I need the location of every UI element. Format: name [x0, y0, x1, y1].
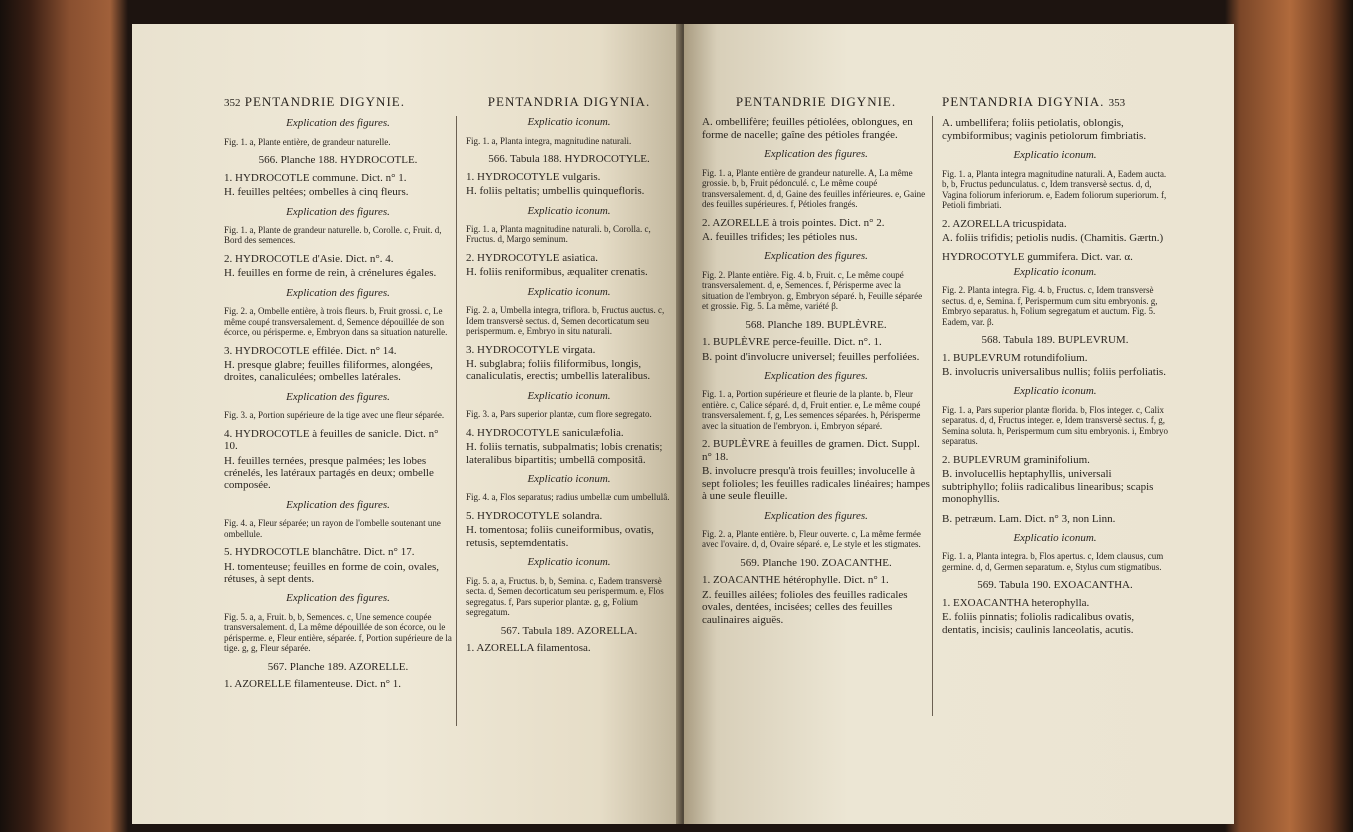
species-entry: 1. AZORELLA filamentosa. — [466, 641, 591, 654]
figure-caption: Fig. 4. a, Flos separatus; radius umbellæ cum umbellulâ. — [466, 492, 670, 503]
species-entry: 1. AZORELLE filamenteuse. Dict. n° 1. — [224, 678, 401, 691]
description-text: A. umbellifera; foliis petiolatis, oblongis, cymbiformibus; vaginis petiolorum fimbriatis. — [942, 117, 1147, 142]
description-text: H. presque glabre; feuilles filiformes, alongées, droites, canaliculées; ombelles latérales. — [224, 359, 433, 384]
description-text: B. petræum. Lam. Dict. n° 3, non Linn. — [942, 512, 1116, 525]
plate-title: 567. Tabula 189. AZORELLA. — [500, 624, 638, 637]
figure-caption: Fig. 1. a, Plante entière, de grandeur naturelle. — [224, 136, 391, 147]
species-entry: 4. HYDROCOTLE à feuilles de sanicle. Dict. n° 10. — [224, 427, 439, 453]
species-entry: 4. HYDROCOTYLE saniculæfolia. — [466, 426, 624, 439]
section-heading: Explicatio iconum. — [1013, 149, 1097, 162]
species-entry: HYDROCOTYLE gummifera. Dict. var. α. — [942, 251, 1133, 264]
figure-caption: Fig. 1. a, Planta magnitudine naturali. b, Corolla. c, Fructus. d, Margo seminum. — [466, 223, 651, 245]
section-heading: Explicatio iconum. — [1013, 385, 1097, 398]
plate-title: 567. Planche 189. AZORELLE. — [267, 660, 409, 673]
left-latin-column — [466, 96, 672, 656]
section-heading: Explication des figures. — [286, 286, 390, 299]
description-text: H. tomentosa; foliis cuneiformibus, ovatis, retusis, septemdentatis. — [466, 524, 654, 549]
column-rule — [932, 116, 933, 716]
species-entry: 1. EXOACANTHA heterophylla. — [942, 596, 1090, 609]
description-text: H. foliis peltatis; umbellis quinquefloris. — [466, 185, 645, 198]
left-french-column — [224, 96, 452, 693]
figure-caption: Fig. 1. a, Pars superior plantæ florida. b, Flos integer. c, Calix separatus. d, d, Fructus integer. e, Idem transversè sectus. f, g, Semina soluta. h, Perispermum cum situ embryonis. i, Embryo separatus. — [942, 404, 1168, 447]
right-french-column — [702, 96, 930, 633]
section-heading: Explicatio iconum. — [527, 473, 611, 485]
species-entry: 3. HYDROCOTYLE virgata. — [466, 343, 596, 356]
plate-title: 569. Planche 190. ZOACANTHE. — [740, 556, 892, 569]
section-heading: Explication des figures. — [286, 498, 390, 511]
description-text: H. tomenteuse; feuilles en forme de coin, ovales, rétuses, à sept dents. — [224, 560, 440, 586]
text-blocks — [942, 117, 1168, 636]
figure-caption: Fig. 1. a, Planta integra. b, Flos apertus. c, Idem clausus, cum germine. d, d, Germen separatum. e, Stylus cum stigmatibus. — [942, 551, 1164, 572]
species-entry: 5. HYDROCOTYLE solandra. — [466, 509, 603, 522]
description-text: H. subglabra; foliis filiformibus, longis, canaliculatis, erectis; umbellis lateralibus. — [466, 358, 651, 383]
section-heading: Explicatio iconum. — [527, 389, 611, 402]
species-entry: 1. ZOACANTHE hétérophylle. Dict. n° 1. — [702, 574, 889, 587]
section-heading: Explication des figures. — [764, 250, 868, 263]
plate-title: 569. Tabula 190. EXOACANTHA. — [977, 579, 1133, 592]
species-entry: 1. HYDROCOTYLE vulgaris. — [466, 170, 601, 183]
figure-caption: Fig. 2. a, Umbella integra, triflora. b, Fructus auctus. c, Idem transversè sectus. d, Semen decorticatum seu perispermum. e, Embryo in situ naturali. — [466, 305, 665, 337]
section-heading: Explication des figures. — [764, 370, 868, 383]
section-heading: Explication des figures. — [286, 205, 390, 218]
figure-caption: Fig. 3. a, Portion supérieure de la tige avec une fleur séparée. — [224, 410, 445, 421]
column-rule — [456, 116, 457, 726]
text-blocks — [702, 116, 930, 626]
species-entry: 5. HYDROCOTLE blanchâtre. Dict. n° 17. — [224, 546, 415, 559]
description-text: B. involucre presqu'à trois feuilles; involucelle à sept folioles; les feuilles radicales linéaires; hampes à une seule fleuille. — [702, 465, 930, 503]
description-text: A. foliis trifidis; petiolis nudis. (Chamitis. Gærtn.) — [942, 232, 1164, 245]
section-heading: Explication des figures. — [764, 509, 868, 522]
plate-title: 566. Tabula 188. HYDROCOTYLE. — [488, 153, 650, 166]
section-heading: Explication des figures. — [286, 390, 390, 403]
page-number: 353 — [1108, 97, 1126, 109]
figure-caption: Fig. 5. a, a, Fructus. b, b, Semina. c, Eadem transversè secta. d, Semen decorticatum seu perispermum. e, Flos segregatus. f, Pars superior plantæ. g, g, Folium segregatum. — [466, 575, 664, 618]
species-entry: 2. AZORELLA tricuspidata. — [942, 217, 1067, 230]
right-page — [684, 24, 1234, 824]
running-head: PENTANDRIA DIGYNIA. 353 — [942, 94, 1126, 109]
species-entry: 2. BUPLÈVRE à feuilles de gramen. Dict. Suppl. n° 18. — [702, 438, 920, 463]
figure-caption: Fig. 5. a, a, Fruit. b, b, Semences. c, Une semence coupée transversalement. d, La même dépouillée de son écorce, ou le périsperme. e, Fleur entière, séparée. f, Portion supérieure de la tige. g, g, Fleur séparée. — [224, 611, 452, 654]
plate-title: 568. Tabula 189. BUPLEVRUM. — [981, 334, 1129, 347]
figure-caption: Fig. 1. a, Portion supérieure et fleurie de la plante. b, Fleur entière. c, Calice séparé. d, d, Fruit entier. e, Le même coupé transversalement. f, g, Les semences séparées. h, Périsperme avec la situation de l'embryon. i, Embryon séparé. — [702, 389, 921, 431]
description-text: H. foliis reniformibus, æqualiter crenatis. — [466, 266, 648, 279]
species-entry: 2. BUPLEVRUM graminifolium. — [942, 453, 1090, 466]
running-head: PENTANDRIE DIGYNIE. — [735, 94, 897, 109]
text-blocks — [224, 117, 452, 690]
section-heading: Explication des figures. — [286, 117, 390, 130]
section-heading: Explicatio iconum. — [527, 204, 611, 217]
figure-caption: Fig. 2. a, Plante entière. b, Fleur ouverte. c, La même fermée avec l'ovaire. d, d, Ovaire séparé. e, Le style et les stigmates. — [702, 528, 921, 550]
section-heading: Explicatio iconum. — [527, 116, 611, 129]
figure-caption: Fig. 1. a, Plante de grandeur naturelle. b, Corolle. c, Fruit. d, Bord des semences. — [224, 224, 442, 246]
species-entry: 1. BUPLEVRUM rotundifolium. — [942, 351, 1088, 364]
figure-caption: Fig. 3. a, Pars superior plantæ, cum flore segregato. — [466, 409, 652, 420]
right-latin-column — [942, 96, 1168, 643]
running-head: PENTANDRIA DIGYNIA. — [487, 94, 651, 109]
plate-title: 566. Planche 188. HYDROCOTLE. — [258, 154, 418, 167]
section-heading: Explicatio iconum. — [527, 285, 611, 298]
text-blocks — [466, 116, 672, 654]
species-entry: 1. BUPLÈVRE perce-feuille. Dict. n°. 1. — [702, 336, 882, 349]
description-text: E. foliis pinnatis; foliolis radicalibus ovatis, dentatis, incisis; caulinis lanceolatis, acutis. — [942, 611, 1135, 636]
species-entry: 2. HYDROCOTLE d'Asie. Dict. n°. 4. — [224, 252, 394, 265]
figure-caption: Fig. 1. a, Planta integra, magnitudine naturali. — [466, 135, 632, 146]
species-entry: 2. AZORELLE à trois pointes. Dict. n° 2. — [702, 216, 885, 229]
figure-caption: Fig. 2. Planta integra. Fig. 4. b, Fructus. c, Idem transversè sectus. d, e, Semina. f, Perispermum cum situ embryonis. g, Embryo separatus. h, Folium segregatum et auctum. Fig. 5. Eadem, var. β. — [942, 285, 1158, 327]
description-text: B. point d'involucre universel; feuilles perfoliées. — [702, 350, 920, 363]
description-text: H. feuilles en forme de rein, à crénelures égales. — [224, 267, 437, 280]
figure-caption: Fig. 2. Plante entière. Fig. 4. b, Fruit. c, Le même coupé transversalement. d, e, Semences. f, Périsperme avec la situation de l'embryon. g, Embryon séparé. h, Feuille séparée et grossie. Fig. 5. La même, variété β. — [702, 269, 923, 312]
species-entry: 3. HYDROCOTLE effilée. Dict. n° 14. — [224, 344, 397, 357]
figure-caption: Fig. 1. a, Plante entière de grandeur naturelle. A, La même grossie. b, b, Fruit pédonculé. c, Le même coupé transversalement. d, d, Gaine des feuilles inférieures. e, Gaine des feuilles supérieures. f, Pétioles frangés. — [702, 167, 926, 210]
plate-title: 568. Planche 189. BUPLÈVRE. — [745, 318, 887, 331]
page-number: 352 — [224, 97, 241, 109]
description-text: H. feuilles peltées; ombelles à cinq fleurs. — [224, 186, 409, 199]
figure-caption: Fig. 2. a, Ombelle entière, à trois fleurs. b, Fruit grossi. c, Le même coupé transversalement. d, Semence dépouillée de son écorce, ou périsperme. e, Embryon dans sa situation naturelle. — [224, 306, 448, 338]
species-entry: 2. HYDROCOTYLE asiatica. — [466, 251, 598, 264]
description-text: H. feuilles ternées, presque palmées; les lobes crénelés, les latéraux partagés en deux; ombelle composée. — [224, 454, 434, 492]
species-entry: 1. HYDROCOTLE commune. Dict. n° 1. — [224, 171, 407, 184]
section-heading: Explicatio iconum. — [1013, 531, 1097, 544]
description-text: H. foliis ternatis, subpalmatis; lobis crenatis; lateralibus bipartitis; umbellâ compositâ. — [466, 441, 663, 466]
left-page — [132, 24, 682, 824]
figure-caption: Fig. 4. a, Fleur séparée; un rayon de l'ombelle soutenant une ombellule. — [224, 518, 441, 539]
description-text: B. involucris universalibus nullis; foliis perfoliatis. — [942, 366, 1166, 379]
section-heading: Explicatio iconum. — [527, 556, 611, 569]
section-heading: Explicatio iconum. — [1013, 265, 1097, 278]
figure-caption: Fig. 1. a, Planta integra magnitudine naturali. A, Eadem aucta. b, b, Fructus pedunculatus. c, Idem transversè sectus. d, d, Vagina foliorum inferiorum. e, Eadem foliorum superiorum. f, Petioli fimbriati. — [942, 168, 1167, 211]
description-text: B. involucellis heptaphyllis, universali subtriphyllo; foliis radicalibus linearibus; scapis monophyllis. — [942, 468, 1154, 506]
running-head: 352 PENTANDRIE DIGYNIE. — [224, 94, 405, 109]
description-text: Z. feuilles ailées; folioles des feuilles radicales ovales, dentées, incisées; celles des feuilles caulinaires aiguës. — [702, 588, 908, 626]
section-heading: Explication des figures. — [286, 592, 390, 605]
section-heading: Explication des figures. — [764, 148, 868, 161]
description-text: A. ombellifère; feuilles pétiolées, oblongues, en forme de nacelle; gaîne des pétioles frangée. — [702, 116, 913, 141]
description-text: A. feuilles trifides; les pétioles nus. — [702, 231, 858, 244]
